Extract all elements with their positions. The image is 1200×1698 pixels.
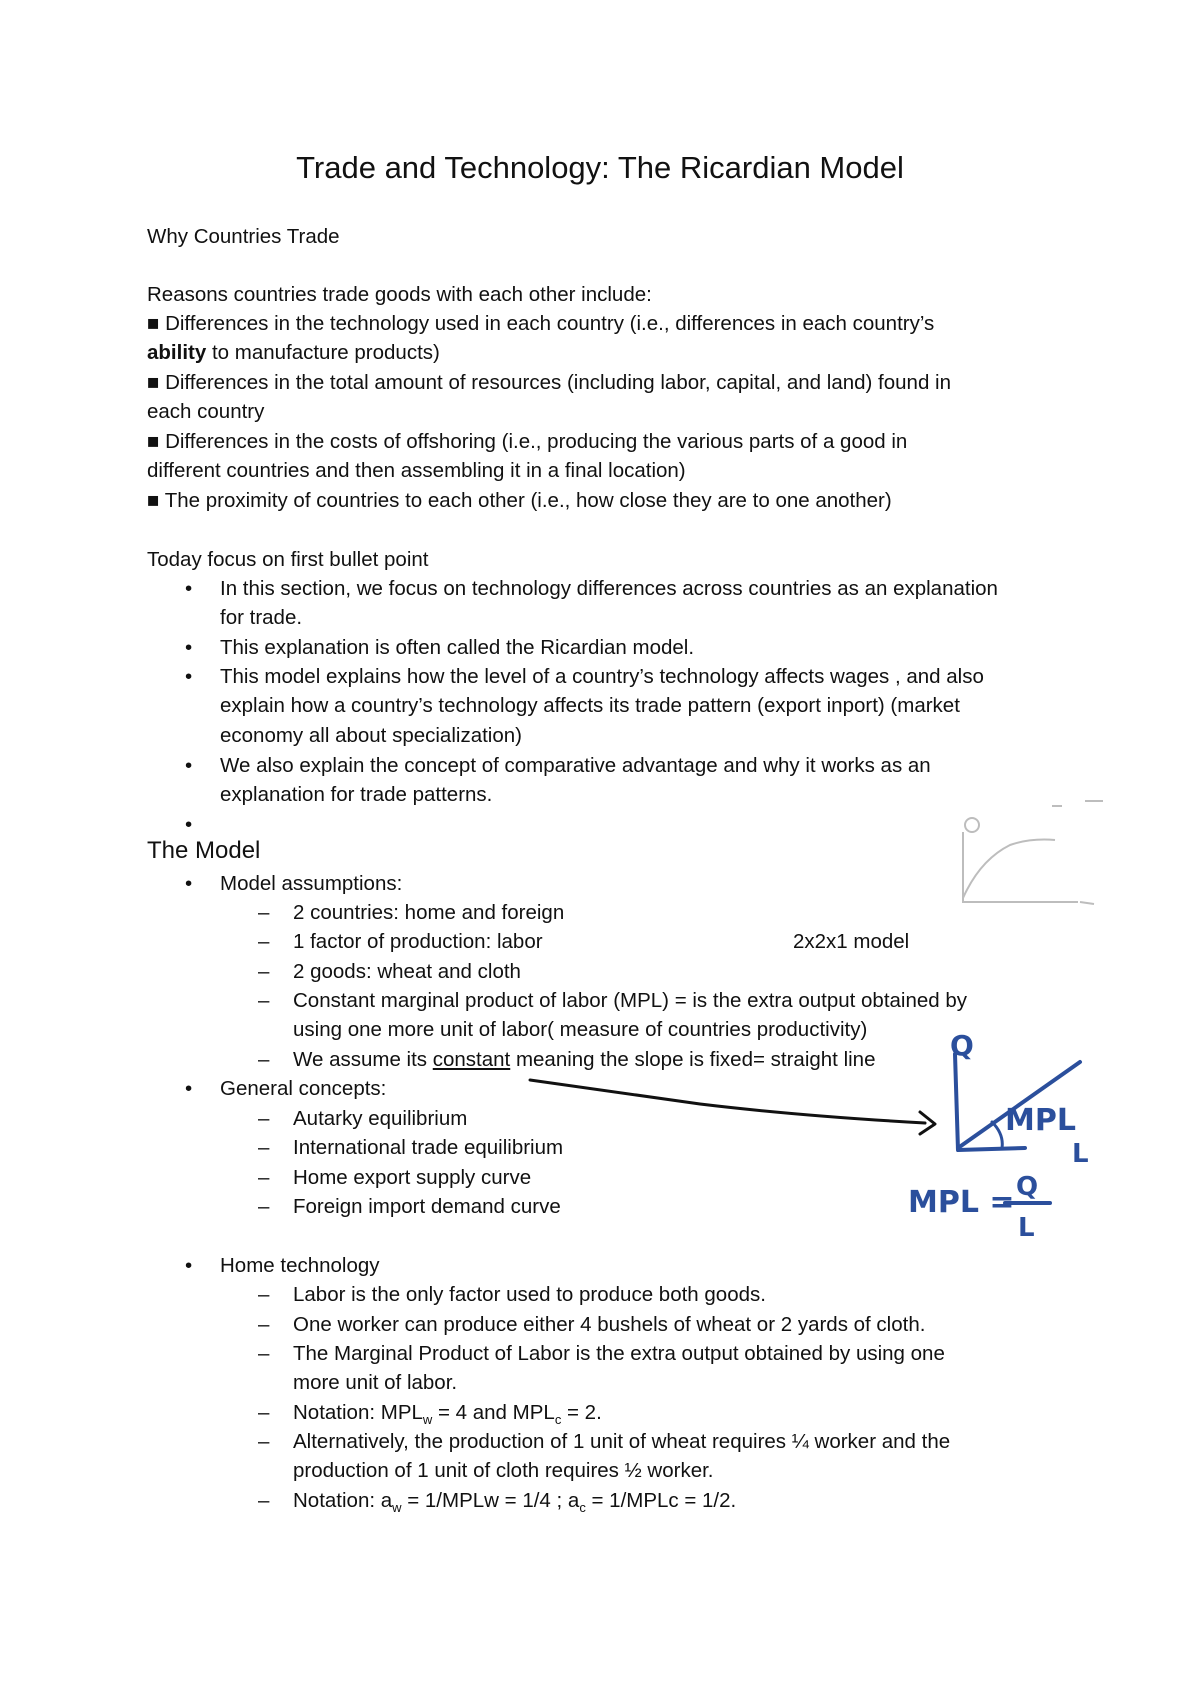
assumptions-label: Model assumptions: — [220, 872, 403, 895]
section-heading-why-trade: Why Countries Trade — [147, 225, 340, 248]
notation2-sub-c: c — [579, 1500, 586, 1516]
concept-import-demand: Foreign import demand curve — [293, 1195, 561, 1218]
constant-word: constant — [432, 1048, 511, 1071]
bullet-symbol: • — [185, 1077, 193, 1100]
bullet-symbol: • — [185, 636, 193, 659]
mpl-formula-lhs: MPL = — [908, 1185, 1015, 1220]
notation1-b: = 4 and MPL — [432, 1401, 555, 1424]
dash-symbol: – — [258, 1430, 270, 1453]
home-alt-line2: production of 1 unit of cloth requires ½ worker. — [293, 1459, 714, 1482]
mpl-formula-denominator: L — [1018, 1213, 1035, 1243]
notation1-c: = 2. — [561, 1401, 602, 1424]
focus-item-3-line2: explain how a country’s technology affects its trade pattern (export inport) (market — [220, 694, 960, 717]
dash-symbol: – — [258, 1166, 270, 1189]
reason-1-bold: ability — [147, 341, 207, 364]
graph-axes — [955, 1054, 1025, 1150]
dash-symbol: – — [258, 1313, 270, 1336]
general-concepts-label: General concepts: — [220, 1077, 387, 1100]
focus-item-4-line2: explanation for trade patterns. — [220, 783, 493, 806]
notation2-sub-w: w — [392, 1500, 402, 1516]
notation2-c: = 1/MPLc = 1/2. — [585, 1489, 737, 1512]
focus-item-1-line2: for trade. — [220, 606, 303, 629]
home-item-2: One worker can produce either 4 bushels of wheat or 2 yards of cloth. — [293, 1313, 926, 1336]
l-axis-label: L — [1072, 1139, 1089, 1169]
bullet-symbol: • — [185, 577, 193, 600]
q-axis-label: Q — [950, 1029, 974, 1062]
focus-heading: Today focus on first bullet point — [147, 548, 429, 571]
focus-item-2-line1: This explanation is often called the Ricardian model. — [220, 636, 695, 659]
assumption-2: 1 factor of production: labor — [293, 930, 543, 953]
home-item-3-line1: The Marginal Product of Labor is the extra output obtained by using one — [293, 1342, 945, 1365]
notation1-a: Notation: MPL — [293, 1401, 423, 1424]
dash-symbol: – — [258, 960, 270, 983]
bullet-symbol: • — [185, 872, 193, 895]
dash-symbol: – — [258, 1342, 270, 1365]
assumption-4-line1: Constant marginal product of labor (MPL) = is the extra output obtained by — [293, 989, 968, 1012]
reason-1-line1: ■ Differences in the technology used in each country (i.e., differences in each country’s — [147, 312, 935, 335]
concept-autarky: Autarky equilibrium — [293, 1107, 468, 1130]
reason-1-line2 — [147, 338, 440, 367]
mpl-line — [958, 1062, 1080, 1148]
dash-symbol: – — [258, 930, 270, 953]
model-size-note: 2x2x1 model — [793, 930, 910, 953]
reason-2-line1: ■ Differences in the total amount of resources (including labor, capital, and land) found in — [147, 371, 952, 394]
assumption-5 — [293, 1045, 875, 1074]
dash-symbol: – — [258, 989, 270, 1012]
dash-symbol: – — [258, 901, 270, 924]
dash-symbol: – — [258, 1283, 270, 1306]
bullet-symbol: • — [185, 1254, 193, 1277]
notation1-sub-c: c — [554, 1412, 562, 1428]
dash-symbol: – — [258, 1489, 270, 1512]
bullet-symbol: • — [185, 754, 193, 777]
notation2-b: = 1/MPLw = 1/4 ; a — [401, 1489, 580, 1512]
page-title: Trade and Technology: The Ricardian Model — [296, 150, 904, 185]
home-technology-label: Home technology — [220, 1254, 380, 1277]
notation1-sub-w: w — [422, 1412, 433, 1428]
constant-post: meaning the slope is fixed= straight line — [510, 1048, 876, 1071]
reason-4-line1: ■ The proximity of countries to each other (i.e., how close they are to one another) — [147, 489, 892, 512]
bullet-symbol: • — [185, 665, 193, 688]
notation2-a: Notation: a — [293, 1489, 393, 1512]
assumption-1: 2 countries: home and foreign — [293, 901, 565, 924]
pointer-arrow — [530, 1080, 925, 1123]
constant-pre: We assume its — [293, 1048, 433, 1071]
home-item-3-line2: more unit of labor. — [293, 1371, 458, 1394]
focus-item-4-line1: We also explain the concept of comparative advantage and why it works as an — [220, 754, 931, 777]
dash-symbol: – — [258, 1048, 270, 1071]
mpl-label: MPL — [1005, 1103, 1076, 1138]
dash-symbol: – — [258, 1136, 270, 1159]
focus-item-3-line3: economy all about specialization) — [220, 724, 522, 747]
assumption-3: 2 goods: wheat and cloth — [293, 960, 521, 983]
home-item-1: Labor is the only factor used to produce both goods. — [293, 1283, 766, 1306]
dash-symbol: – — [258, 1401, 270, 1424]
model-heading: The Model — [147, 837, 261, 864]
dash-symbol: – — [258, 1195, 270, 1218]
dash-symbol: – — [258, 1107, 270, 1130]
reason-2-line2: each country — [147, 400, 265, 423]
reason-3-line2: different countries and then assembling it in a final location) — [147, 459, 686, 482]
slope-arc — [992, 1122, 1002, 1148]
reasons-intro: Reasons countries trade goods with each other include: — [147, 283, 652, 306]
concept-trade-equilibrium: International trade equilibrium — [293, 1136, 564, 1159]
focus-item-3-line1: This model explains how the level of a country’s technology affects wages , and also — [220, 665, 984, 688]
bullet-symbol-empty: • — [185, 813, 193, 836]
assumption-4-line2: using one more unit of labor( measure of countries productivity) — [293, 1018, 868, 1041]
concept-export-supply: Home export supply curve — [293, 1166, 532, 1189]
mpl-formula-numerator: Q — [1016, 1172, 1039, 1202]
home-notation-a — [293, 1486, 736, 1522]
reason-1-rest: to manufacture products) — [206, 341, 440, 364]
reason-3-line1: ■ Differences in the costs of offshoring (i.e., producing the various parts of a good in — [147, 430, 908, 453]
home-alt-line1: Alternatively, the production of 1 unit of wheat requires ¼ worker and the — [293, 1430, 951, 1453]
focus-item-1-line1: In this section, we focus on technology differences across countries as an explanation — [220, 577, 998, 600]
